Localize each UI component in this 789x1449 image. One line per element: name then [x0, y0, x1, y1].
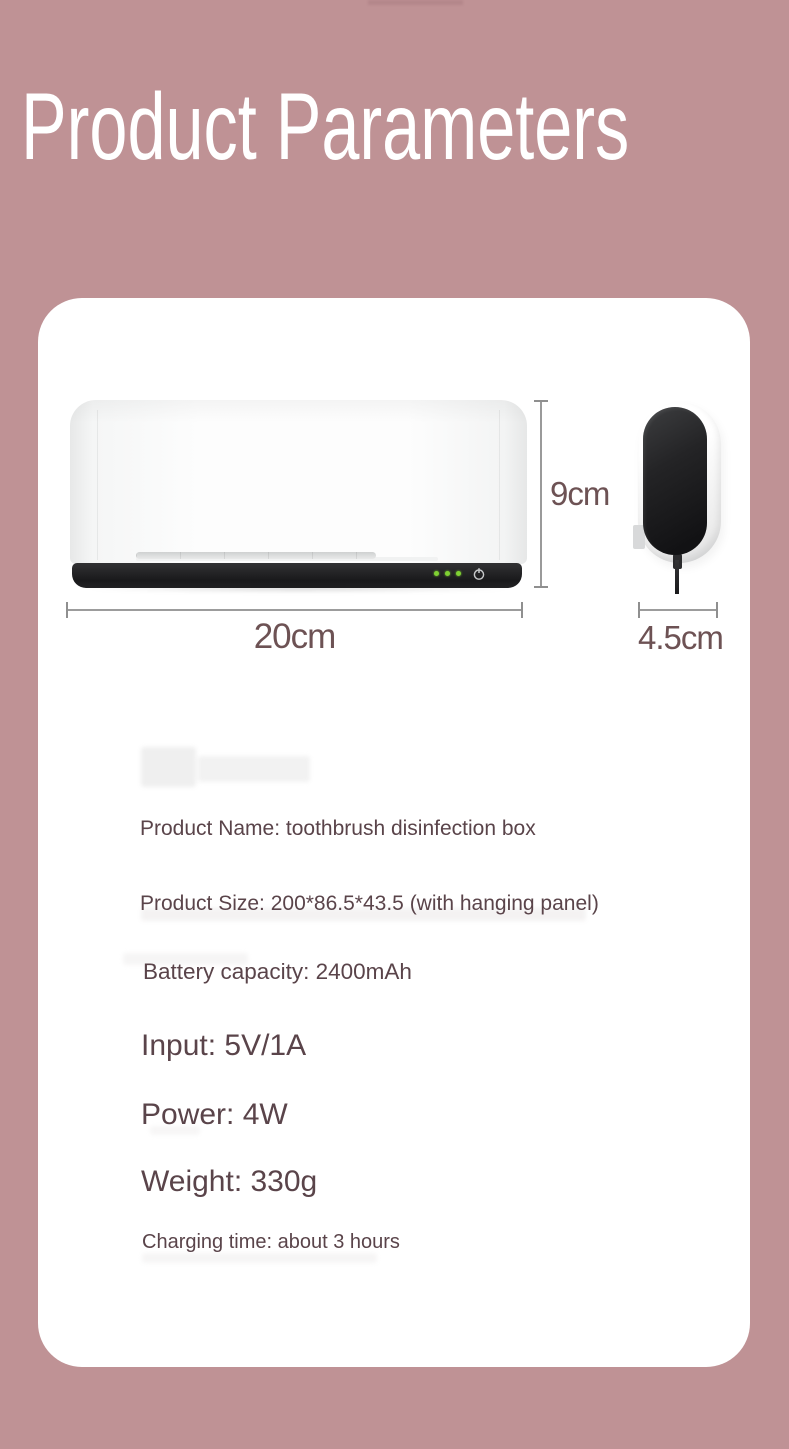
- spec-input: Input: 5V/1A: [141, 1029, 307, 1062]
- power-icon: [472, 567, 486, 581]
- spec-product-name: Product Name: toothbrush disinfection box: [140, 817, 536, 840]
- depth-dimension-line: [638, 609, 718, 611]
- page-title: Product Parameters: [21, 74, 630, 180]
- top-divider-remnant: [368, 0, 463, 5]
- panel-seam: [499, 410, 500, 560]
- led-indicator: [445, 571, 450, 576]
- led-indicator: [456, 571, 461, 576]
- height-dimension-label: 9cm: [550, 475, 610, 512]
- product-side-view-image: [638, 402, 721, 563]
- erased-text-remnant: [142, 1253, 377, 1263]
- spec-battery-capacity: Battery capacity: 2400mAh: [143, 959, 412, 984]
- spec-charging-time: Charging time: about 3 hours: [142, 1231, 400, 1253]
- led-indicator-row: [434, 571, 461, 576]
- erased-text-remnant: [198, 756, 310, 782]
- led-indicator: [434, 571, 439, 576]
- width-dimension-line: [66, 609, 523, 611]
- height-dimension-line: [540, 400, 542, 588]
- device-side-panel: [643, 407, 707, 555]
- product-front-view-image: [70, 400, 527, 588]
- product-parameters-card: [38, 298, 750, 1367]
- width-dimension-label: 20cm: [253, 617, 336, 656]
- spec-weight: Weight: 330g: [141, 1165, 318, 1198]
- power-cord: [675, 560, 679, 594]
- spec-product-size: Product Size: 200*86.5*43.5 (with hanging panel): [140, 892, 599, 915]
- device-shadow: [78, 585, 519, 592]
- spec-power: Power: 4W: [141, 1098, 288, 1131]
- panel-seam: [97, 410, 98, 560]
- depth-dimension-label: 4.5cm: [638, 619, 723, 656]
- erased-text-remnant: [141, 747, 196, 787]
- vent-slot: [136, 552, 376, 559]
- device-front-body: [70, 400, 527, 564]
